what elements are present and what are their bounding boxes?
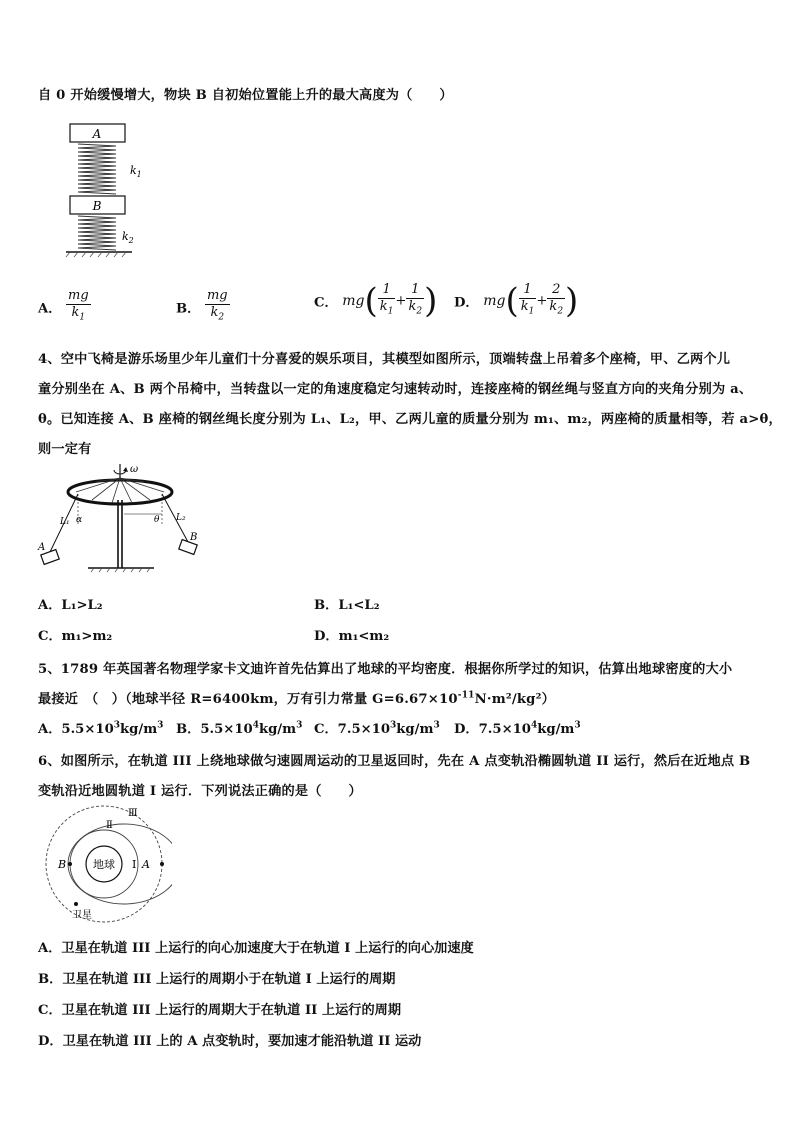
svg-text:地球: 地球 [93,858,115,871]
svg-text:L₁: L₁ [60,517,70,527]
q3-spring-figure [64,118,174,258]
svg-text:k2: $k_2$ [122,230,134,245]
q4-option-c[interactable]: C．m₁>m₂ [38,629,113,644]
svg-text:α: α [76,515,83,525]
q5-line-2: 最接近 （ ）（地球半径 R=6400km，万有引力常量 $G=6.67\times 10^{-11}N\cdot m^2/kg^2$） [38,690,555,707]
q5-option-a[interactable]: A．$5.5\times 10^3kg/m^3$ [38,720,164,737]
q6-option-b[interactable]: B．卫星在轨道 III 上运行的周期小于在轨道 I 上运行的周期 [38,972,396,987]
q6-option-c[interactable]: C．卫星在轨道 III 上运行的周期大于在轨道 II 上运行的周期 [38,1003,402,1018]
svg-text:Ⅱ: Ⅱ [106,820,113,831]
q3-option-b[interactable]: B． $\frac{mg}{k_2}$ [176,288,230,326]
q3-option-c[interactable]: C． mg( $\frac{1}{k_1}$ + $\frac{1}{k_2}$ ) [314,280,438,321]
q6-option-d[interactable]: D．卫星在轨道 III 上的 A 点变轨时，要加速才能沿轨道 II 运动 [38,1034,422,1049]
q4-line-3: θ。已知连接 A、B 座椅的钢丝绳长度分别为 L₁、L₂，甲、乙两儿童的质量分别为 m₁、m₂，两座椅的质量相等，若 a>θ， [38,412,782,427]
q4-option-a[interactable]: A．L₁>L₂ [38,598,103,613]
block-a-label: A [92,127,102,141]
svg-text:k1: $k_1$ [130,164,142,179]
svg-text:Ⅲ: Ⅲ [128,808,138,819]
svg-text:卫星: 卫星 [72,910,92,921]
q5-line-1: 5、1789 年英国著名物理学家卡文迪许首先估算出了地球的平均密度．根据你所学过的知识，估算出地球密度的大小 [38,662,733,677]
q6-line-1: 6、如图所示，在轨道 III 上绕地球做匀速圆周运动的卫星返回时，先在 A 点变轨沿椭圆轨道 II 运行，然后在近地点 B [38,754,751,769]
svg-text:ω: ω [130,464,139,475]
q4-swing-figure [36,460,216,578]
q6-line-2: 变轨沿近地圆轨道 I 运行．下列说法正确的是（ ） [38,784,362,799]
q5-option-b[interactable]: B．$5.5\times 10^4kg/m^3$ [176,720,303,737]
svg-text:B: B [58,858,67,871]
block-b-label: B [92,199,102,213]
q5-option-c[interactable]: C．$7.5\times 10^3kg/m^3$ [314,720,440,737]
q3-stem-text: 自 0 开始缓慢增大，物块 B 自初始位置能上升的最大高度为（ ） [38,88,453,103]
svg-text:A: A [142,858,150,871]
q3-option-d[interactable]: D． mg( $\frac{1}{k_1}$ + $\frac{2}{k_2}$ ) [454,280,579,321]
svg-text:B: B [190,532,198,543]
q4-line-4: 则一定有 [38,442,92,457]
svg-text:L₂: L₂ [176,513,186,523]
fraction: $\frac{mg}{k_1}$ [68,288,89,323]
svg-text:I: I [132,858,137,871]
q6-orbit-figure [42,804,172,924]
q4-option-d[interactable]: D．m₁<m₂ [314,629,390,644]
svg-text:θ: θ [154,515,160,525]
q4-line-1: 4、空中飞椅是游乐场里少年儿童们十分喜爱的娱乐项目，其模型如图所示，顶端转盘上吊着多个座椅，甲、乙两个儿 [38,352,731,367]
q5-option-d[interactable]: D．$7.5\times 10^4kg/m^3$ [454,720,581,737]
q4-line-2: 童分别坐在 A、B 两个吊椅中，当转盘以一定的角速度稳定匀速转动时，连接座椅的钢丝绳与竖直方向的夹角分别为 a、 [38,382,753,397]
q6-option-a[interactable]: A．卫星在轨道 III 上运行的向心加速度大于在轨道 I 上运行的向心加速度 [38,941,474,956]
fraction: $\frac{mg}{k_2}$ [206,288,228,323]
q3-option-a[interactable]: A． $\frac{mg}{k_1}$ [38,288,91,326]
svg-text:A: A [38,542,46,553]
q4-option-b[interactable]: B．L₁<L₂ [314,598,380,613]
